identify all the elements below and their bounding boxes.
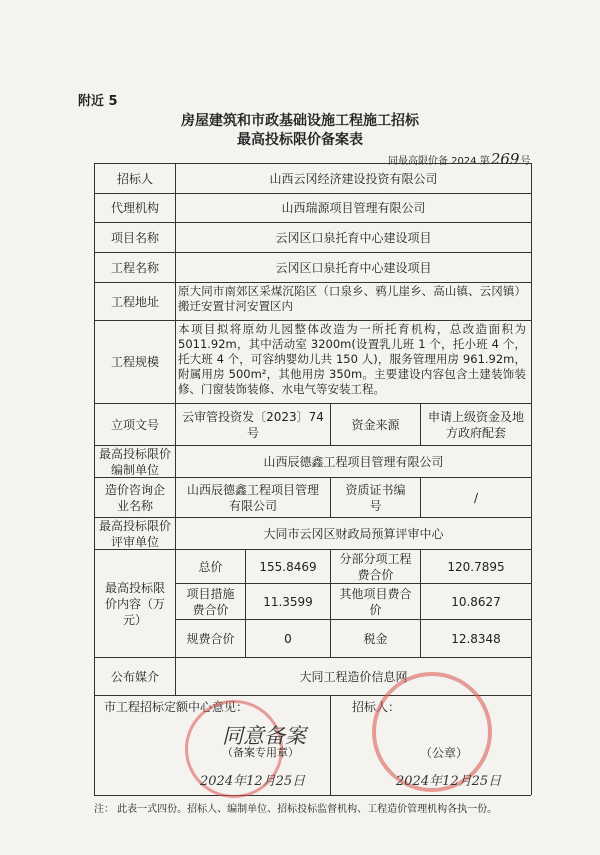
subitem-label: 分部分项工程费合价	[339, 551, 412, 582]
handwritten-approval: 同意备案	[222, 724, 306, 748]
measure-value: 11.3599	[263, 594, 313, 609]
scale-value: 本项目拟将原幼儿园整体改造为一所托育机构，总改造面积为5011.92m，其中活动室 3200m(设置乳儿班 1 个，托小班 4 个，托大班 4 个，可容纳婴幼儿共 150 人)，服务管理用房 961.92m，附属用房 500m²，其他用房 350m。主要建设内容包含土建装饰装修、门窗装饰装修、水电气等安装工程。	[178, 322, 526, 396]
agency-label: 代理机构	[110, 201, 159, 215]
right-sign-title: 招标人：	[352, 700, 401, 714]
other-value: 10.8627	[451, 594, 501, 609]
left-sign-date: 2024年12月25日	[200, 774, 306, 789]
tenderer-label: 招标人	[116, 171, 153, 186]
measure-label: 项目措施费合价	[186, 586, 235, 617]
address-value: 原大同市南郊区采煤沉陷区（口泉乡、鸦儿崖乡、高山镇、云冈镇）搬迁安置甘河安置区内	[178, 284, 526, 313]
seal-caption: （公章）	[420, 746, 469, 760]
left-sign-title: 市工程招标定额中心意见：	[104, 700, 249, 714]
stamp-caption: （备案专用章）	[222, 746, 299, 759]
limit-label: 最高投标限价内容（万元）	[105, 580, 166, 627]
approval-value: 云审管投资发〔2023〕74 号	[182, 409, 324, 440]
subitem-value: 120.7895	[447, 559, 505, 574]
tax-label: 税金	[363, 631, 388, 646]
record-suffix: 号	[520, 156, 531, 167]
tax-value: 12.8348	[451, 631, 501, 646]
compiler-value: 山西辰德鑫工程项目管理有限公司	[263, 454, 444, 469]
record-number-value: 269	[490, 150, 520, 168]
consult-label: 造价咨询企业名称	[104, 482, 165, 513]
agency-value: 山西瑞源项目管理有限公司	[281, 201, 426, 215]
fund-label: 资金来源	[351, 417, 400, 432]
engineering-name-value: 云冈区口泉托育中心建设项目	[275, 260, 432, 275]
reviewer-label: 最高投标限价评审单位	[99, 518, 172, 549]
page-title: 房屋建筑和市政基础设施工程施工招标	[181, 113, 419, 129]
project-name-label: 项目名称	[110, 230, 159, 245]
record-prefix: 同最高限价备 2024 第	[388, 156, 490, 167]
project-name-value: 云冈区口泉托育中心建设项目	[275, 230, 432, 245]
scale-label: 工程规模	[110, 355, 159, 369]
other-label: 其他项目费合价	[339, 586, 412, 617]
reviewer-value: 大同市云冈区财政局预算评审中心	[263, 526, 444, 541]
total-label: 总价	[198, 559, 223, 574]
tenderer-value: 山西云冈经济建设投资有限公司	[269, 171, 438, 186]
annex-label: 附近 5	[78, 94, 118, 109]
cert-label: 资质证书编号	[345, 482, 406, 513]
media-label: 公布媒介	[110, 669, 159, 684]
fee-label: 规费合价	[186, 631, 235, 646]
fee-value: 0	[284, 631, 292, 646]
right-sign-date: 2024年12月25日	[396, 774, 502, 789]
address-label: 工程地址	[110, 294, 159, 309]
consult-value: 山西辰德鑫工程项目管理有限公司	[186, 482, 319, 513]
fund-value: 申请上级资金及地方政府配套	[427, 409, 524, 440]
page-subtitle: 最高投标限价备案表	[237, 132, 363, 148]
engineering-name-label: 工程名称	[110, 260, 159, 275]
cert-value: /	[473, 490, 479, 505]
approval-label: 立项文号	[110, 417, 159, 432]
footnote: 注： 此表一式四份。招标人、编制单位、招标投标监督机构、工程造价管理机构各执一份。	[94, 804, 498, 815]
total-value: 155.8469	[259, 559, 317, 574]
media-value: 大同工程造价信息网	[299, 669, 408, 684]
compiler-label: 最高投标限价编制单位	[99, 446, 172, 477]
